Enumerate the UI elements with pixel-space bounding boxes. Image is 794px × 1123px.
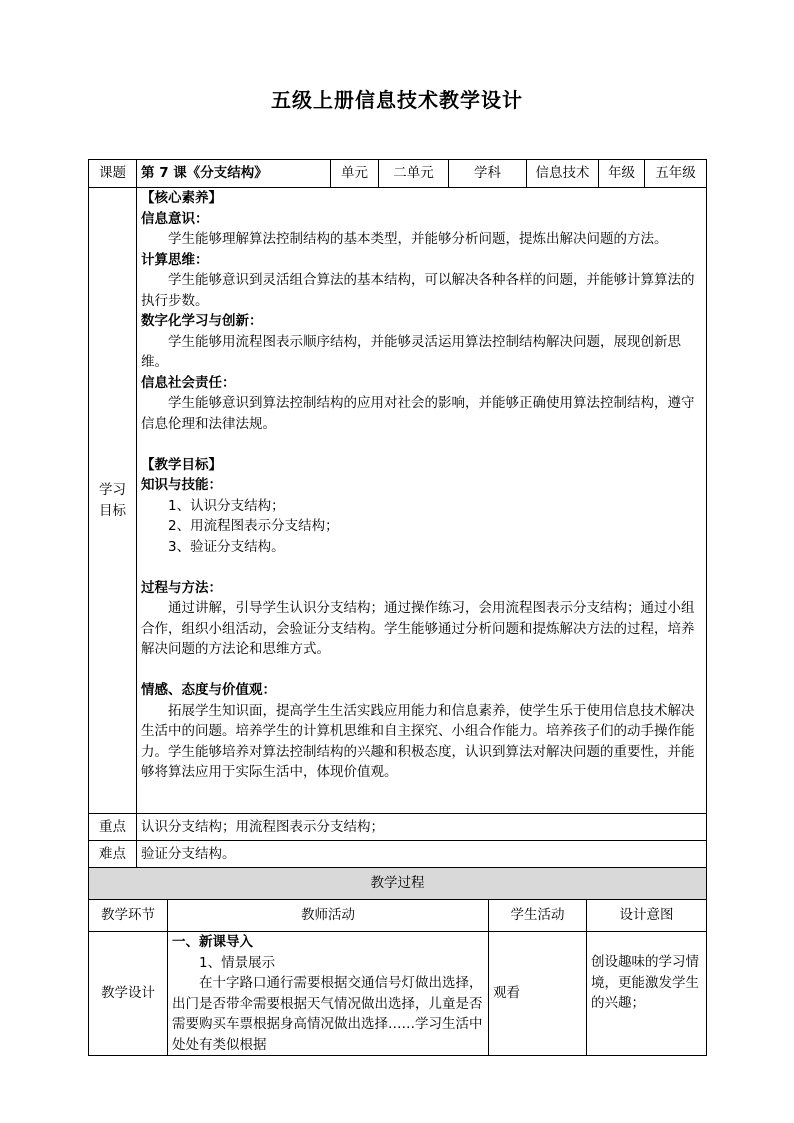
attitude-values-title: 情感、态度与价值观： — [141, 682, 276, 698]
social-responsibility-title: 信息社会责任： — [141, 374, 236, 391]
new-lesson-intro-title: 一、新课导入 — [172, 934, 253, 950]
scenario-display-text: 在十字路口通行需要根据交通信号灯做出选择，出门是否带伞需要根据天气情况做出选择，儿童是否需要购买车票根据身高情况做出选择……学习生活中处处有类似根据 — [172, 975, 483, 1053]
objectives-label-line2: 目标 — [99, 502, 126, 519]
knowledge-item-1: 1、认识分支结构； — [168, 497, 285, 514]
col-intent: 设计意图 — [587, 900, 707, 932]
student-activity-cell: 观看 — [489, 932, 587, 1056]
grade-label: 年级 — [599, 160, 645, 188]
subject-label: 学科 — [449, 160, 527, 188]
scenario-display-subtitle: 1、情景展示 — [199, 954, 276, 971]
topic-label: 课题 — [89, 160, 137, 188]
document-title: 五级上册信息技术教学设计 — [271, 88, 523, 112]
teaching-process-table — [88, 867, 707, 1056]
teaching-goals-heading: 【教学目标】 — [141, 456, 222, 473]
attitude-values-text: 拓展学生知识面，提高学生生活实践应用能力和信息素养，使学生乐于使用信息技术解决生活中的问题。培养学生的计算机思维和自主探究、小组合作能力。培养孩子们的动手操作能力。学生能够培养对算法控制结构的兴趣和积极态度，认识到算法对解决问题的重要性，并能够将算法应用于实际生活中，体现价值观。 — [141, 702, 695, 780]
digital-learning-text: 学生能够用流程图表示顺序结构，并能够灵活运用算法控制结构解决问题，展现创新思维。 — [141, 333, 681, 370]
objectives-content — [137, 188, 707, 814]
process-heading-row — [89, 868, 707, 900]
info-awareness-title: 信息意识： — [141, 210, 209, 227]
computational-thinking-title: 计算思维： — [141, 251, 209, 268]
topic-value: 第 7 课《分支结构》 — [137, 160, 331, 188]
grade-value: 五年级 — [645, 160, 707, 188]
process-methods-title: 过程与方法： — [141, 579, 222, 596]
lesson-info-table — [88, 159, 707, 868]
key-point-text: 认识分支结构；用流程图表示分支结构； — [137, 814, 707, 841]
key-point-label: 重点 — [89, 814, 137, 841]
key-point-row — [89, 814, 707, 841]
subject-value: 信息技术 — [527, 160, 599, 188]
knowledge-skills-title: 知识与技能： — [141, 477, 222, 493]
difficulty-label: 难点 — [89, 841, 137, 868]
core-literacy-heading: 【核心素养】 — [141, 190, 222, 206]
process-heading: 教学过程 — [89, 868, 707, 900]
difficulty-text: 验证分支结构。 — [137, 841, 707, 868]
info-awareness-text: 学生能够理解算法控制结构的基本类型，并能够分析问题，提炼出解决问题的方法。 — [168, 231, 668, 247]
process-columns-row — [89, 900, 707, 932]
col-stage: 教学环节 — [89, 900, 168, 932]
objectives-row — [89, 188, 707, 814]
col-student: 学生活动 — [489, 900, 587, 932]
design-intent-cell: 创设趣味的学习情境，更能激发学生的兴趣； — [587, 932, 707, 1056]
computational-thinking-text: 学生能够意识到灵活组合算法的基本结构，可以解决各种各样的问题，并能够计算算法的执行步数。 — [141, 272, 695, 309]
teacher-activity-cell — [168, 932, 489, 1056]
stage-cell: 教学设计 — [89, 932, 168, 1056]
process-methods-text: 通过讲解，引导学生认识分支结构；通过操作练习，会用流程图表示分支结构；通过小组合作，组织小组活动，会验证分支结构。学生能够通过分析问题和提炼解决方法的过程，培养解决问题的方法论和思维方式。 — [141, 600, 695, 657]
col-teacher: 教师活动 — [168, 900, 489, 932]
social-responsibility-text: 学生能够意识到算法控制结构的应用对社会的影响，并能够正确使用算法控制结构，遵守信息伦理和法律法规。 — [141, 395, 695, 432]
unit-value: 二单元 — [379, 160, 449, 188]
difficulty-row — [89, 841, 707, 868]
knowledge-item-2: 2、用流程图表示分支结构； — [168, 518, 339, 534]
objectives-label-line1: 学习 — [99, 482, 126, 498]
unit-label: 单元 — [331, 160, 379, 188]
objectives-label — [89, 188, 137, 814]
digital-learning-title: 数字化学习与创新： — [141, 313, 263, 329]
knowledge-item-3: 3、验证分支结构。 — [168, 538, 285, 555]
process-row-1 — [89, 932, 707, 1056]
header-row — [89, 160, 707, 188]
